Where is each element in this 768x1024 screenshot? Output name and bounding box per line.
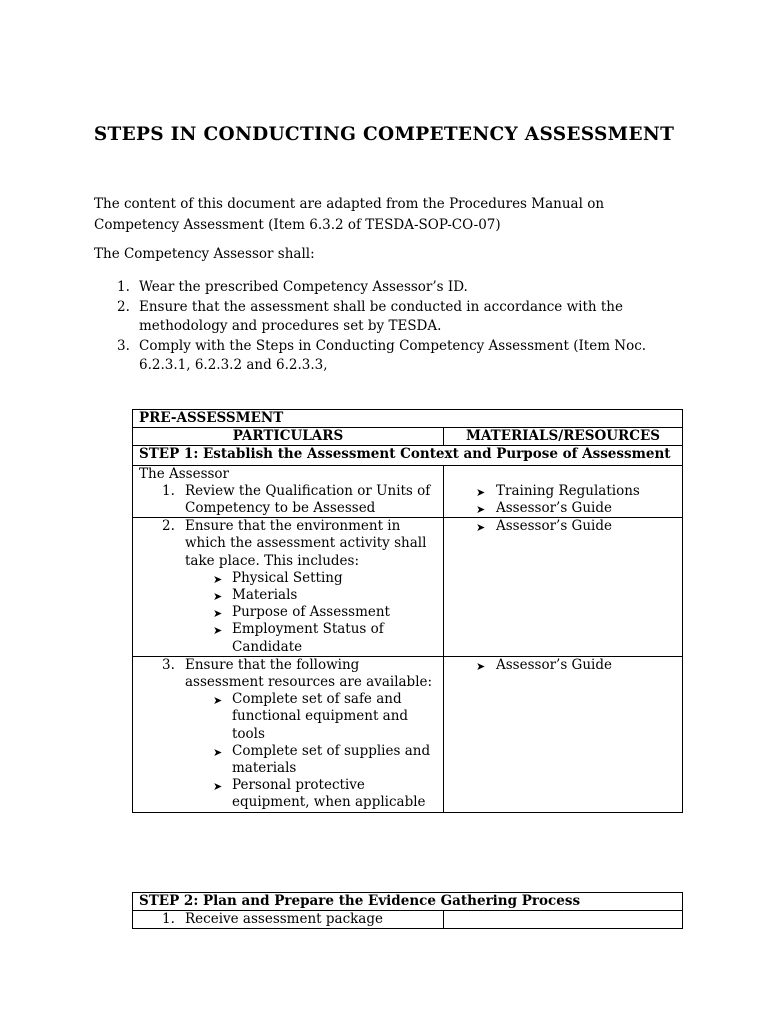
page-title: STEPS IN CONDUCTING COMPETENCY ASSESSMENT — [93, 124, 675, 145]
arrowhead-bullet-icon: ➤ — [213, 590, 223, 604]
table-row — [133, 911, 683, 929]
arrowhead-bullet-icon: ➤ — [213, 624, 223, 638]
arrowhead-bullet-icon: ➤ — [213, 745, 223, 759]
arrowhead-bullet-icon: ➤ — [476, 659, 486, 673]
materials-cell — [444, 911, 683, 929]
lead-sentence: The Competency Assessor shall: — [94, 246, 315, 262]
material-item: ➤ Assessor’s Guide — [450, 518, 676, 535]
evidence-gathering-table — [132, 892, 683, 929]
arrowhead-bullet-icon: ➤ — [213, 572, 223, 586]
particulars-cell — [133, 465, 444, 518]
particular-item: 1. Receive assessment package — [162, 911, 383, 928]
particulars-cell — [133, 518, 444, 657]
assessor-steps-list — [94, 278, 674, 376]
table-row — [133, 428, 683, 446]
table-row — [133, 410, 683, 428]
table-row — [133, 465, 683, 518]
bullet-item: ➤ Personal protective equipment, when applicable — [213, 777, 426, 811]
particulars-cell — [133, 911, 444, 929]
step-heading: STEP 1: Establish the Assessment Context and Purpose of Assessment — [133, 446, 683, 465]
material-item: ➤ Training Regulations — [450, 483, 676, 500]
arrowhead-bullet-icon: ➤ — [213, 694, 223, 708]
column-header-materials: MATERIALS/RESOURCES — [444, 428, 683, 446]
table-row — [133, 656, 683, 812]
list-item: 2. Ensure that the assessment shall be conducted in accordance with the methodology and procedures set by TESDA. — [117, 298, 623, 334]
assessor-label: The Assessor — [139, 465, 230, 482]
table-row — [133, 518, 683, 657]
bullet-item: ➤ Physical Setting — [139, 570, 437, 587]
material-item: ➤ Assessor’s Guide — [450, 657, 676, 674]
arrowhead-bullet-icon: ➤ — [213, 780, 223, 794]
table-row — [133, 446, 683, 465]
particular-item: 1. Review the Qualification or Units of Competency to be Assessed — [162, 482, 431, 517]
intro-paragraph: The content of this document are adapted from the Procedures Manual on Competency Assessment (Item 6.3.2 of TESDA-SOP-CO-07) — [94, 196, 605, 233]
section-heading: PRE-ASSESSMENT — [133, 410, 683, 428]
materials-cell — [444, 465, 683, 518]
column-header-particulars: PARTICULARS — [133, 428, 444, 446]
step-heading: STEP 2: Plan and Prepare the Evidence Gathering Process — [133, 893, 683, 911]
bullet-item: ➤ Complete set of supplies and materials — [213, 742, 431, 777]
arrowhead-bullet-icon: ➤ — [476, 485, 486, 499]
bullet-item: ➤ Employment Status of Candidate — [213, 621, 384, 655]
particular-item: 2. Ensure that the environment in which the assessment activity shall take place. This includes: — [162, 518, 427, 569]
pre-assessment-table — [132, 409, 683, 813]
list-item: 1. Wear the prescribed Competency Assessor’s ID. — [117, 279, 468, 295]
materials-cell — [444, 656, 683, 812]
particulars-cell — [133, 656, 444, 812]
bullet-item: ➤ Materials — [139, 587, 437, 604]
table-row — [133, 893, 683, 911]
material-item: ➤ Assessor’s Guide — [450, 500, 676, 517]
bullet-item: ➤ Purpose of Assessment — [139, 604, 437, 621]
materials-cell — [444, 518, 683, 657]
arrowhead-bullet-icon: ➤ — [476, 502, 486, 516]
bullet-item: ➤ Complete set of safe and functional equipment and tools — [213, 691, 409, 742]
list-item: 3. Comply with the Steps in Conducting Competency Assessment (Item Noc. 6.2.3.1, 6.2.3.2 and 6.2.3.3, — [117, 337, 647, 373]
arrowhead-bullet-icon: ➤ — [213, 607, 223, 621]
particular-item: 3. Ensure that the following assessment resources are available: — [162, 656, 433, 691]
arrowhead-bullet-icon: ➤ — [476, 521, 486, 535]
